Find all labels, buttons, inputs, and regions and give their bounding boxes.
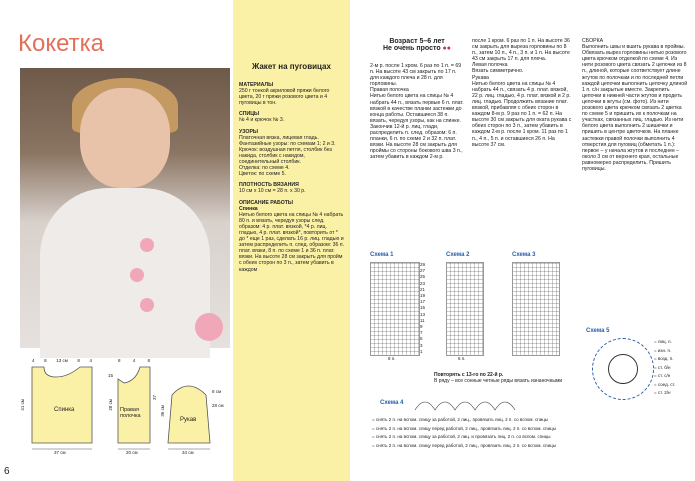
materials-text: [239, 78, 345, 273]
flower-icon: [195, 313, 223, 341]
section-heading: МАТЕРИАЛЫ: [239, 82, 274, 88]
section-text: 250 г тонкой акриловой пряжи белого цвета, 20 г пряжи розового цвета и 4 пуговицы в тон.: [239, 88, 331, 107]
left-page: [0, 0, 233, 481]
flower-icon: [140, 298, 154, 312]
age-range: Возраст 5–6 лет Не очень просто ●●: [372, 38, 462, 52]
row-numbers: 29 27 25 23 21 19 17 15 13 11 9 7 5 3 1: [420, 262, 426, 354]
scheme-5-label: Схема 5: [586, 328, 610, 334]
sleeve-label: Рукав: [180, 417, 197, 423]
text-col-2: после 1 кром. 6 раз по 1 п. На высоте 36 см закрыть для выреза горловины по 8 п., затем 10 п., 4 п., 3 п. и 1 п. На высоте 43 см закрыть 17 п. для плеча. Левая полочка Вязать симметрично. Рукава Нитью белого цвета на спицы № 4 набрать 44 п., связать 4 р. плат. вязкой, 22 р. лиц. гладью, 4 р. плат. вязкой и 2 р. лиц. гладью. Продолжить вязание плат. вязкой, прибавляя с обеих сторон в каждом 8-м р. 9 раз по 1 п. = 62 п. На высоте 30 см закрыть для оката рукава с обеих сторон по 3 п., затем убавить в каждом 2-м р. после 1 кром. 11 раз по 1 п., 4 п., 5 п. и оставшиеся 26 п. На высоте 37 см.: [472, 38, 572, 148]
section-heading: СПИЦЫ: [239, 111, 260, 118]
front-top-dims: 8 4 8: [118, 358, 150, 363]
section-text: 10 см х 10 см = 28 п. х 30 р.: [239, 188, 306, 195]
cable-legend: = снять 2 п. на вспом. спицу за работой, 2 лиц., провязать лиц. 2 п. со вспом. спицы = снять 2 п. на вспом. спицу перед работой, 2 лиц., провязать лиц. 2 п. со вспом. спицы = снять 2 п. на вспом. спицу за работой, 2 лиц. и провязать лиц. 2 п. со вспом. спицы = снять 2 п. на вспом. спицу перед работой, 2 лиц., провязать лиц. 2 п. со вспом. спицы: [372, 417, 556, 448]
scheme-3-grid: [512, 262, 560, 356]
front-side-dim-2: 15: [108, 373, 114, 378]
section-text: Платочная вязка, лицевая гладь. Фантазийные узоры: по схемам 1; 2 и 3. Крючок: воздушная петля, столбик без накида, столбик с накидом, соединительный столбик. Отделка: по схеме 4. Цветок: по схеме 5.: [239, 134, 336, 178]
right-page: [350, 0, 695, 481]
scheme-3-label: Схема 3: [512, 252, 536, 258]
materials-column: [233, 0, 350, 481]
scheme-2-grid: [446, 262, 484, 356]
scheme-1-grid: [370, 262, 420, 356]
sleeve-bottom-dim: 34 см: [182, 450, 194, 455]
section-heading: Спинка: [239, 205, 258, 212]
flower-scheme-center: [608, 354, 638, 384]
pattern-svg: [18, 355, 233, 455]
scheme-1-label: Схема 1: [370, 252, 394, 258]
flower-icon: [140, 238, 154, 252]
section-heading: УЗОРЫ: [239, 128, 258, 135]
text-col-3: СБОРКА Выполнить швы и вшить рукава в проймы. Обвязать вырез горловины нитью розового цвета крючком отделкой по схеме 4. Из нити розового цвета связать 2 цепочки из 8 п., длиной, которые соответствует длине жгутов по полочкам и по последней петли каждой цепочки выполнить цепочку длиной 1 п. с/н закрытые вместе. Закрепить цепочки в нижней части жгутов и продеть цепочки в жгуты (см. фото). Из нити розового цвета крючком связать 2 цветка по схеме 5 и пришить их к полочкам на участках, связанных лиц. гладью. Из нити белого цвета выполнить 2 шишечки и пришить в центре цветочков. На планке застежки правой полочки выполнить 4 отверстия для пуговиц (обметать 1 п.): первое – у начала жгутов и последнее – около 3 см от верхнего края, остальные равномерно распределить. Пришить пуговицы.: [582, 38, 688, 172]
symbol-legend: = лиц. п. = изн. п. = возд. п. = ст. б/н = ст. с/н = соед. ст. = ст. 2/н: [654, 339, 676, 395]
scheme-4-label: Схема 4: [380, 400, 404, 406]
back-bottom-dim: 37 см: [54, 450, 66, 455]
front-label: Правая полочка: [120, 407, 141, 419]
front-side-dim: 28 см: [108, 399, 113, 411]
section-heading: ПЛОТНОСТЬ ВЯЗАНИЯ: [239, 182, 299, 189]
difficulty-dots-icon: ●●: [442, 45, 452, 52]
pattern-diagram: [18, 355, 233, 455]
difficulty: Не очень просто ●●: [382, 45, 452, 52]
text-col-1: 2-м р. после 1 кром. 6 раз по 1 п. = 69 п. На высоте 43 см закрыть по 17 п. для каждого плеча и 28 п. для горловины. Правая полочка Нитью белого цвета на спицы № 4 набрать 44 п., вязать первые 6 п. плат. вязкой в качестве планки застежки до конца работы. Оставшиеся 38 п. вязать, чередуя узоры, как на спинке. Закончив 12-й р. лиц. глади, распределить п. след. образом: 6 п. планки, 6 п. по схеме 2 и 32 п. плат. вязки. На высоте 28 см закрыть для проймы со стороны бокового шва 3 п., затем убавить в каждом 2-м р.: [370, 63, 464, 161]
scheme-2-label: Схема 2: [446, 252, 470, 258]
repeat-note: Повторять с 13-го по 22-й р. В ряду – все сонные четные ряды вязать изнаночными: [434, 372, 563, 384]
sleeve-side-dim: 36 см: [160, 405, 165, 417]
scheme-4-edging: [415, 392, 525, 412]
garment-heading: Жакет на пуговицах: [252, 62, 331, 71]
back-top-dims: 4 8 13 см 8 4: [32, 358, 92, 363]
section-text: Нитью белого цвета на спицы № 4 набрать 80 п. и вязать, чередуя узоры след. образом: 4 р. плат. вязкой, *4 р. лиц. гладью, 4 р. плат. вязкой*, повторить от * до * еще 1 раз, сделать 16 р. лиц. гладью и затем распределить п. след. образом: 36 п. плат. вязки, 8 п. по схеме 1 и 36 п. плат. вязки. На высоте 28 см закрыть для пройм с обеих сторон по 3 п., затем убавить в каждом: [239, 211, 346, 273]
scheme-2-width: 6 п.: [458, 356, 466, 361]
back-label: Спинка: [54, 407, 75, 413]
sleeve-dims: 8 см 28 см: [212, 389, 224, 408]
back-side-dim: 41 см: [20, 399, 25, 411]
page-number: 6: [4, 466, 10, 477]
front-total-dim: 37: [152, 395, 157, 401]
page-title: Кокетка: [18, 30, 105, 57]
front-bottom-dim: 20 см: [126, 450, 138, 455]
section-heading: ОПИСАНИЕ РАБОТЫ: [239, 199, 293, 206]
scheme-1-width: 8 п.: [388, 356, 396, 361]
section-text: № 4 и крючок № 3.: [239, 117, 285, 124]
flower-icon: [130, 268, 144, 282]
child-photo: [20, 68, 230, 348]
